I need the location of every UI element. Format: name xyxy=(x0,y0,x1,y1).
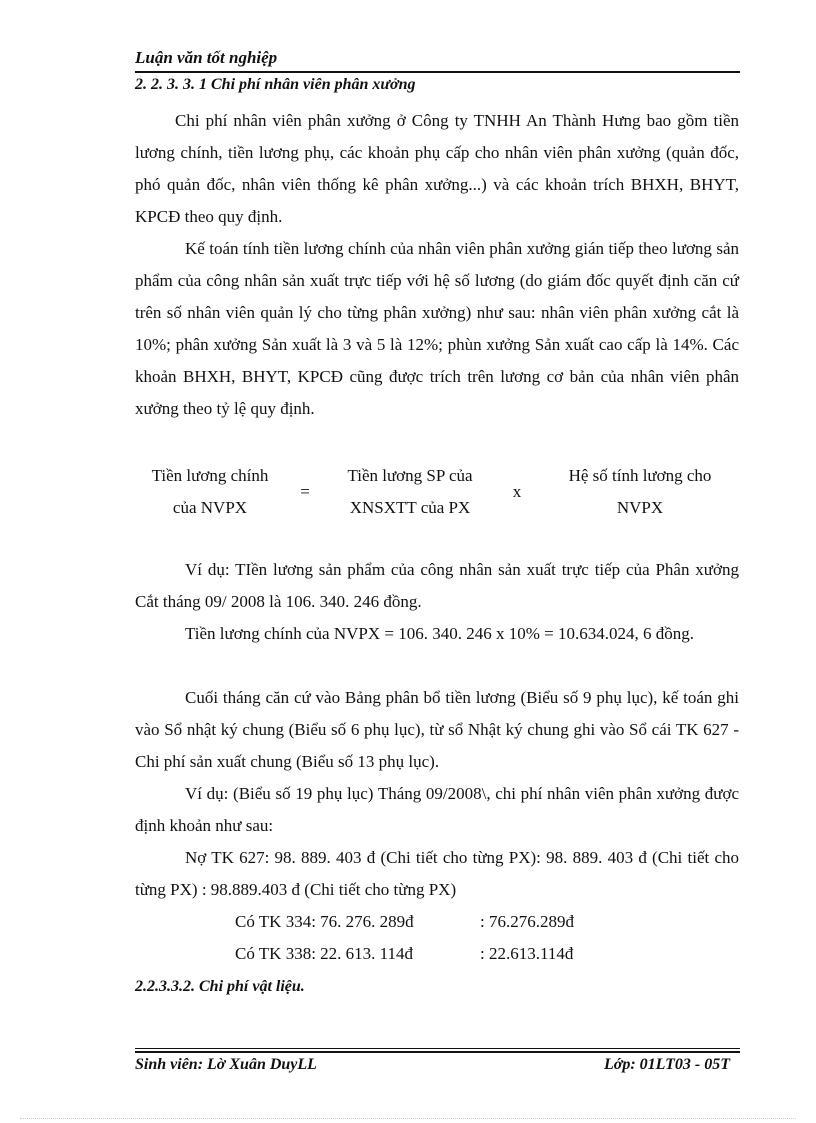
paragraph-debit-entry: Nợ TK 627: 98. 889. 403 đ (Chi tiết cho từng PX): 98. 889. 403 đ (Chi tiết cho từng PX) : 98.889.403 đ (Chi tiết cho từng PX) xyxy=(135,848,739,899)
footer-divider-thick xyxy=(135,1051,740,1053)
formula-middle-line2: XNSXTT của PX xyxy=(349,498,471,517)
subsection-heading: 2.2.3.3.2. Chi phí vật liệu. xyxy=(135,978,305,995)
credit-334-amount: Có TK 334: 76. 276. 289đ xyxy=(235,912,414,931)
credit-338-amount: Có TK 338: 22. 613. 114đ xyxy=(235,944,414,963)
paragraph-2: Kế toán tính tiền lương chính của nhân viên phân xưởng gián tiếp theo lương sản phẩm của công nhân sản xuất trực tiếp với hệ số lương (do giám đốc quyết định căn cứ trên số nhân viên quản lý cho từng phân xưởng) như sau: nhân viên phân xưởng cắt là 10%; phân xưởng Sản xuất là 3 và 5 là 12%; phùn xưởng Sản xuất cao cấp là 14%. Các khoản BHXH, BHYT, KPCĐ cũng được trích trên lương cơ bản của nhân viên phân xưởng theo tỷ lệ quy định. xyxy=(135,239,739,418)
header-divider xyxy=(135,71,740,73)
paragraph-calculation: Tiền lương chính của NVPX = 106. 340. 246 x 10% = 10.634.024, 6 đồng. xyxy=(185,624,694,643)
formula-times-sign: x xyxy=(512,482,522,501)
credit-334-total: : 76.276.289đ xyxy=(480,912,574,931)
formula-right-line1: Hệ số tính lương cho xyxy=(568,466,712,485)
page-bottom-dotted-line xyxy=(20,1118,796,1119)
credit-338-total: : 22.613.114đ xyxy=(480,944,574,963)
salary-formula xyxy=(135,460,739,524)
footer-student-name: Sinh viên: Lờ Xuân DuyLL xyxy=(135,1056,317,1073)
section-heading: 2. 2. 3. 3. 1 Chi phí nhân viên phân xưởng xyxy=(135,76,416,93)
page-header-title: Luận văn tốt nghiệp xyxy=(135,48,278,67)
paragraph-example: Ví dụ: TIền lương sản phẩm của công nhân sản xuất trực tiếp của Phân xưởng Cắt tháng 09/ 2008 là 106. 340. 246 đồng. xyxy=(135,560,739,611)
paragraph-allocation: Cuối tháng căn cứ vào Bảng phân bổ tiền lương (Biểu số 9 phụ lục), kế toán ghi vào Sổ nhật ký chung (Biểu số 6 phụ lục), từ sổ Nhật ký chung ghi vào Sổ cái TK 627 - Chi phí sản xuất chung (Biểu số 13 phụ lục). xyxy=(135,688,739,771)
formula-equals-sign: = xyxy=(300,482,310,501)
footer-class-code: Lớp: 01LT03 - 05T xyxy=(603,1056,730,1073)
footer-divider-thin xyxy=(135,1048,740,1049)
paragraph-example-2: Ví dụ: (Biểu số 19 phụ lục) Tháng 09/2008\, chi phí nhân viên phân xưởng được định khoản như sau: xyxy=(135,784,739,835)
formula-left-line1: Tiền lương chính xyxy=(151,466,269,485)
formula-middle-line1: Tiền lương SP của xyxy=(347,466,473,485)
formula-left-line2: của NVPX xyxy=(172,498,248,517)
formula-right-line2: NVPX xyxy=(616,498,664,517)
paragraph-1: Chi phí nhân viên phân xưởng ở Công ty TNHH An Thành Hưng bao gồm tiền lương chính, tiền lương phụ, các khoản phụ cấp cho nhân viên phân xưởng (quản đốc, phó quản đốc, nhân viên thống kê phân xưởng...) và các khoản trích BHXH, BHYT, KPCĐ theo quy định. xyxy=(135,111,739,226)
